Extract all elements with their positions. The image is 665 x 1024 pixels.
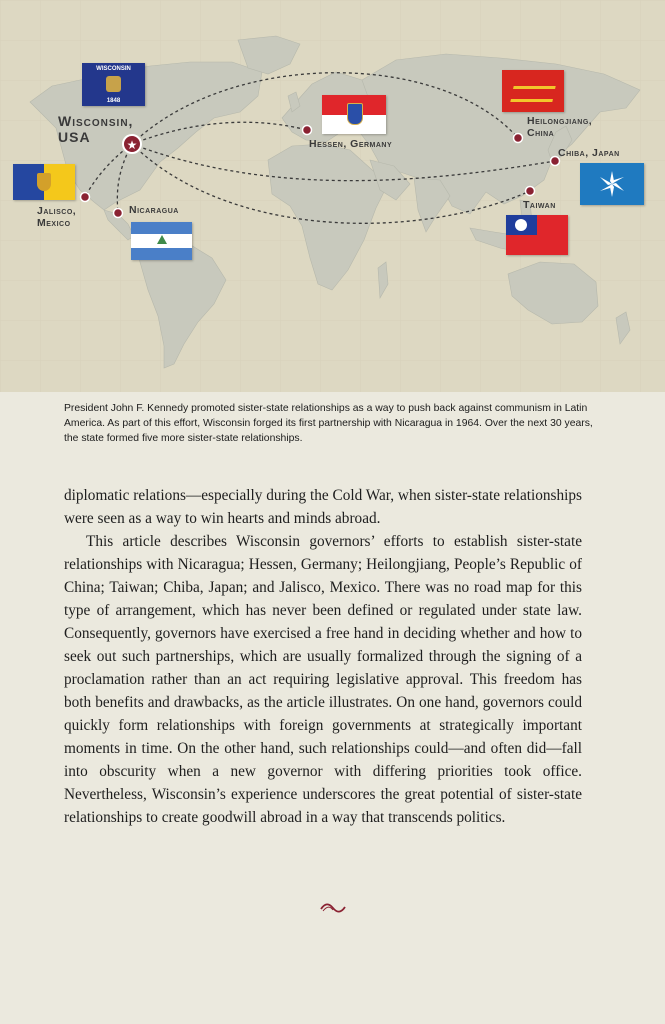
paragraph-main: This article describes Wisconsin governors’ efforts to establish sister-state relationships with Nicaragua; Hessen, Germany; Heilongjiang, People’s Republic of China; Taiwan; Chiba, Japan; and Jalisco, Mexico. There was no road map for this type of arrangement, which has never been defined or regulated under state law. Consequently, governors have exercised a free hand in deciding whether and how to seek out such partnerships, which are usually formalized through the signing of a proclamation rather than an act requiring legislative approval. This freedom has both benefits and drawbacks, as the article illustrates. On one hand, governors could quickly form relationships with foreign governments at strategically important moments in time. On the other hand, such relationships could—and often did—fall into obscurity when a new governor with differing priorities took office. Nevertheless, Wisconsin’s experience underscores the great potential of sister-state relationships to create goodwill abroad in a way that transcends politics. bbox=[64, 533, 582, 826]
chiba-star-icon bbox=[580, 163, 644, 205]
sister-state-map bbox=[0, 0, 665, 392]
taiwan-flag bbox=[506, 215, 568, 255]
chiba-flag bbox=[580, 163, 644, 205]
svg-text:★: ★ bbox=[126, 138, 138, 152]
nicaragua-label: Nicaragua bbox=[129, 204, 179, 216]
heilongjiang-flag bbox=[502, 70, 564, 112]
article-body bbox=[64, 484, 582, 829]
wisconsin-label: Wisconsin, USA bbox=[58, 113, 134, 146]
hessen-label: Hessen, Germany bbox=[309, 138, 393, 150]
paragraph-continued: diplomatic relations—especially during the Cold War, when sister-state relationships were seen as a way to win hearts and minds abroad. bbox=[64, 487, 582, 527]
hessen-flag bbox=[322, 95, 386, 134]
wisconsin-flag-year: 1848 bbox=[106, 98, 121, 104]
nicaragua-marker bbox=[114, 209, 123, 218]
hessen-marker bbox=[303, 126, 312, 135]
heilongjiang-calligraphy-icon bbox=[510, 86, 555, 102]
jalisco-coat-of-arms-icon bbox=[37, 173, 51, 191]
section-ornament-icon bbox=[320, 902, 346, 914]
figure-caption: President John F. Kennedy promoted sister-state relationships as a way to push back against communism in Latin America. As part of this effort, Wisconsin forged its first partnership with Nicaragua in 1964. Over the next 30 years, the state formed five more sister-state relationships. bbox=[64, 403, 593, 444]
wisconsin-flag-title: WISCONSIN bbox=[96, 66, 131, 72]
hessen-lion-icon bbox=[347, 103, 363, 125]
heilongjiang-marker bbox=[514, 134, 523, 143]
chiba-label: Chiba, Japan bbox=[558, 147, 620, 159]
nicaragua-flag bbox=[131, 222, 192, 260]
taiwan-sun-icon bbox=[515, 219, 527, 231]
heilongjiang-label: Heilongjiang, China bbox=[527, 115, 593, 140]
taiwan-label: Taiwan bbox=[523, 199, 556, 211]
jalisco-marker bbox=[81, 193, 90, 202]
nicaragua-emblem-icon bbox=[157, 235, 167, 244]
wisconsin-flag bbox=[82, 63, 145, 106]
wisconsin-seal-icon bbox=[106, 76, 121, 92]
world-map bbox=[0, 0, 665, 392]
jalisco-flag bbox=[13, 164, 75, 200]
taiwan-marker bbox=[526, 187, 535, 196]
jalisco-label: Jalisco, Mexico bbox=[37, 205, 77, 230]
